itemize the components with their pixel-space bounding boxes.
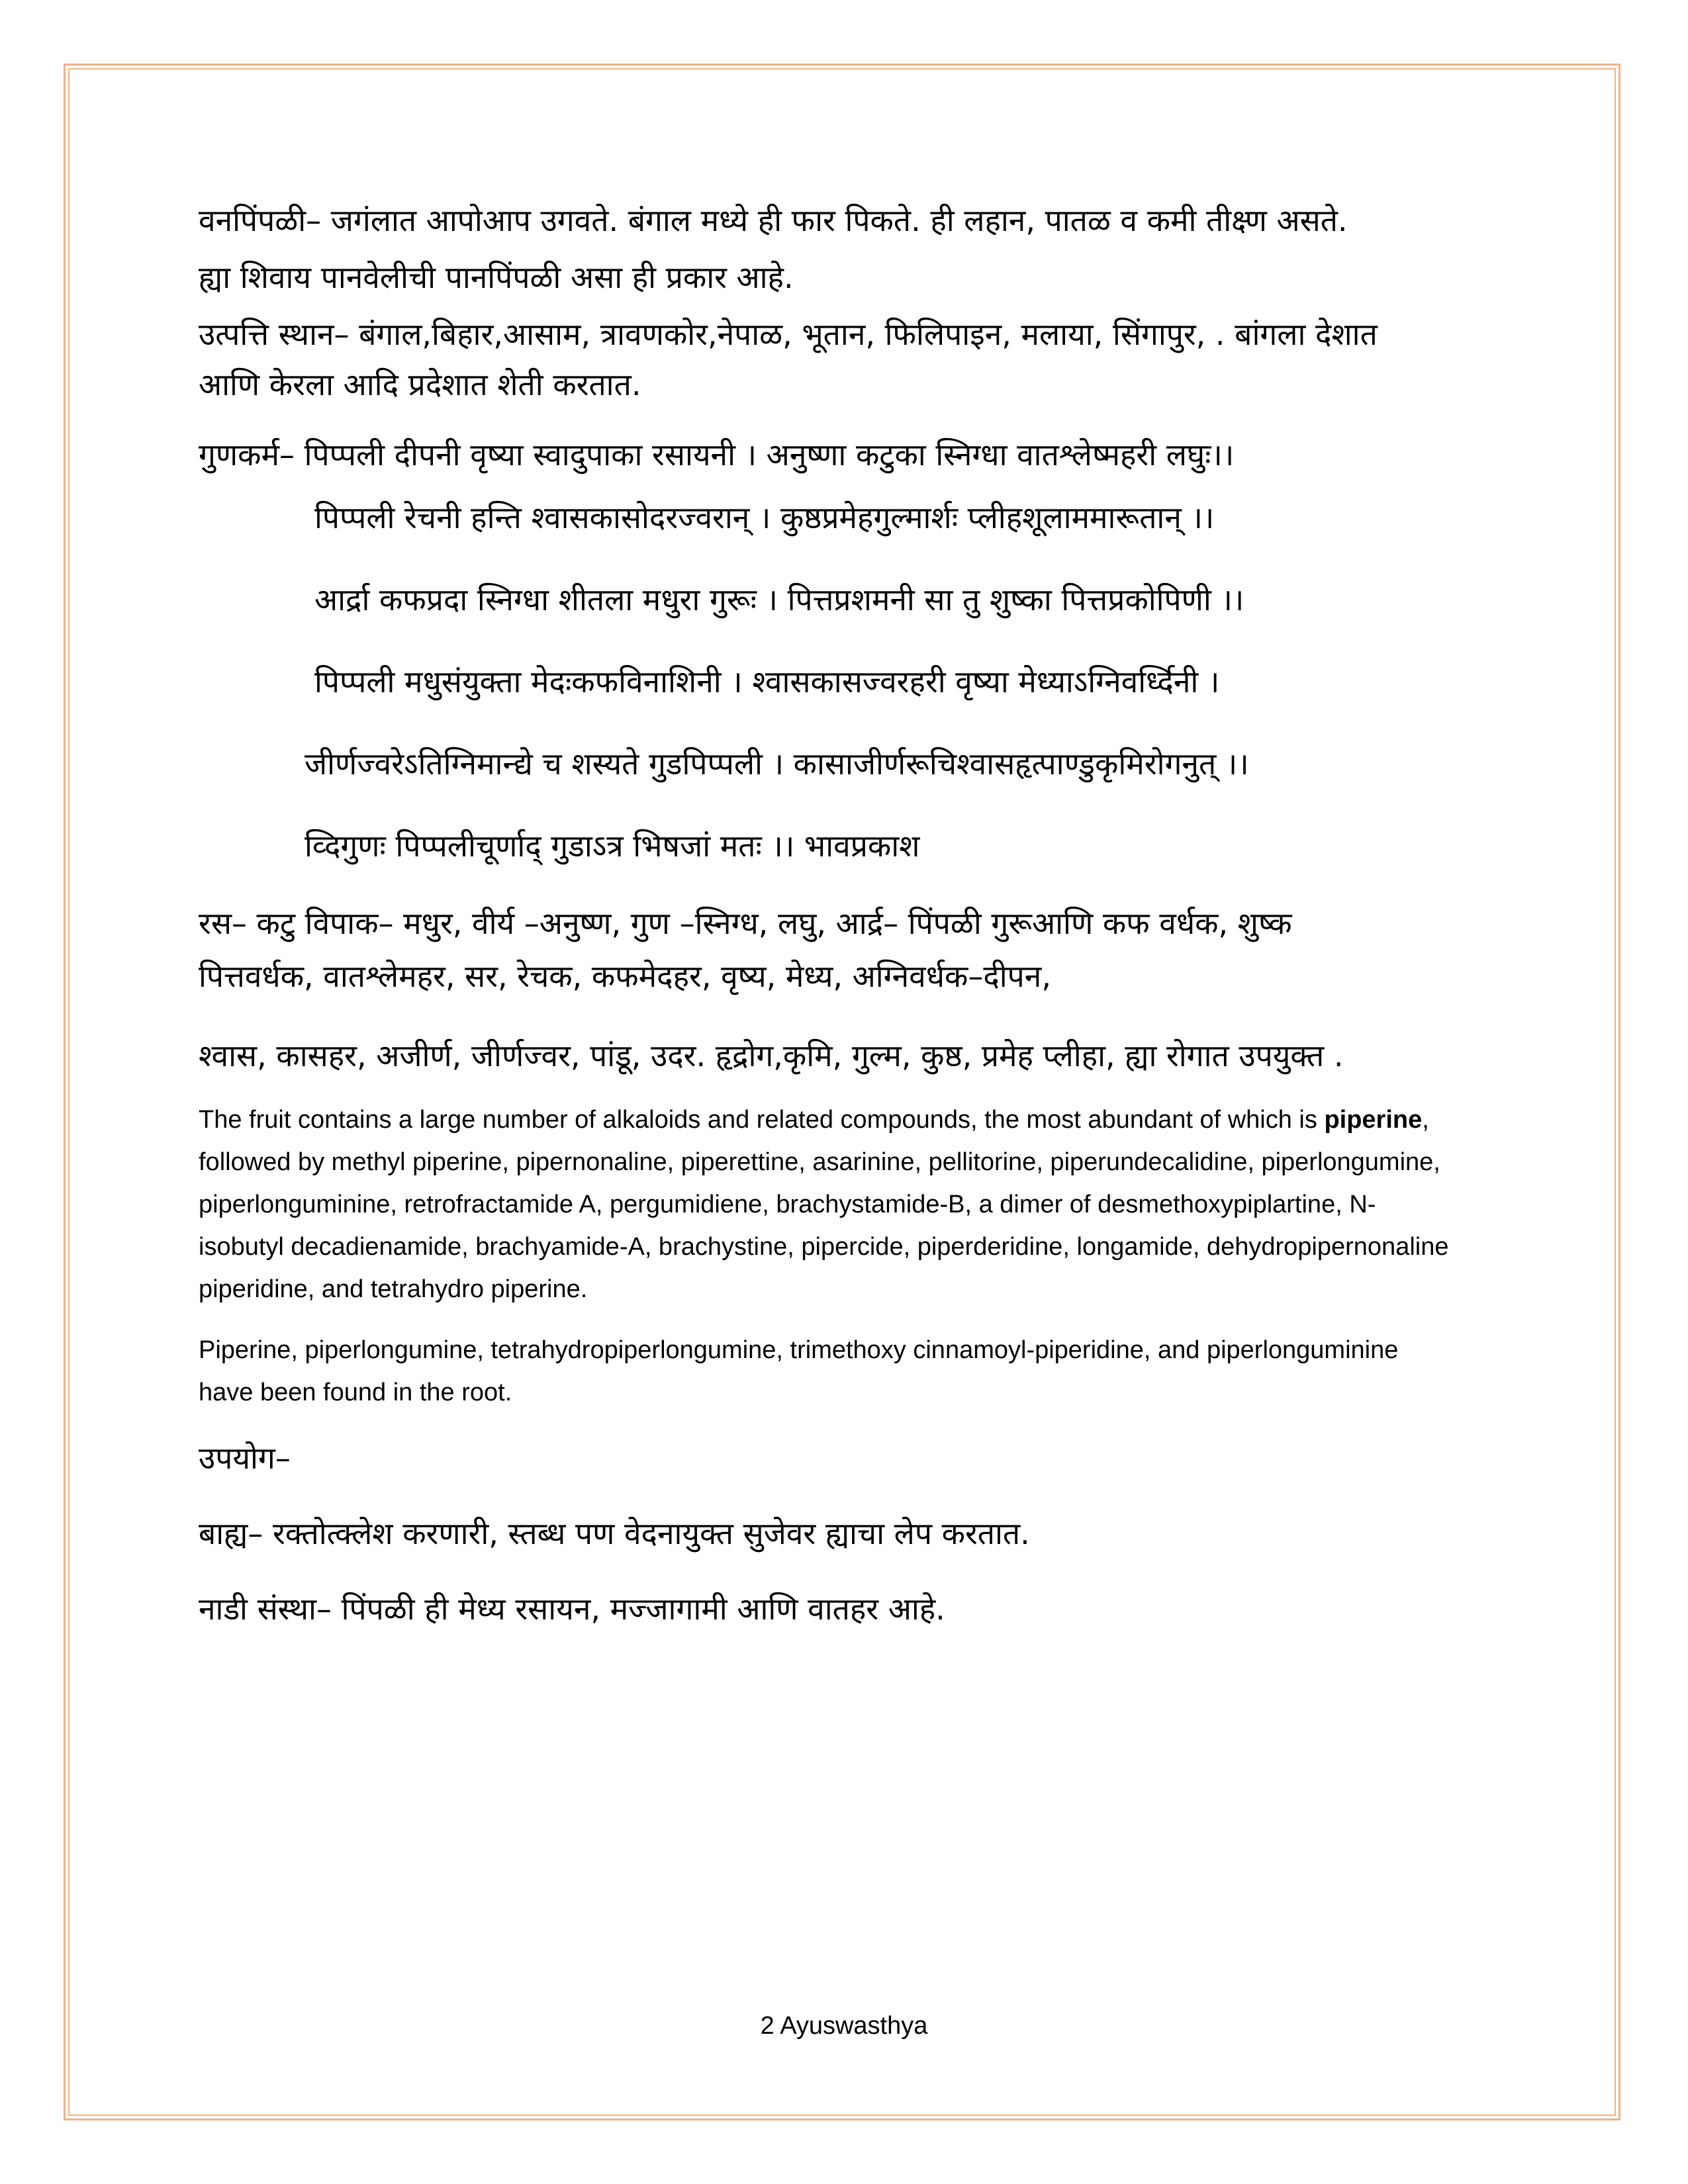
english-paragraph-root: Piperine, piperlongumine, tetrahydropiperlongumine, trimethoxy cinnamoyl-piperidine, and piperlonguminine have been found in the root. — [199, 1336, 1399, 1406]
verse-line: पिप्पली रेचनी हन्ति श्वासकासोदरज्वरान् । कुष्ठप्रमेहगुल्मार्शः प्लीहशूलाममारूतान् ।। — [314, 500, 1215, 535]
verse-line: आर्द्रा कफप्रदा स्निग्धा शीतला मधुरा गुरूः । पित्तप्रशमनी सा तु शुष्का पित्तप्रकोपिणी ।। — [314, 582, 1244, 617]
english-paragraph-alkaloids — [199, 1099, 1456, 1310]
rasa-line-2: पित्तवर्धक, वातश्लेमहर, सर, रेचक, कफमेदहर, वृष्य, मेध्य, अग्निवर्धक–दीपन, — [199, 958, 1051, 994]
rasa-line-3: श्वास, कासहर, अजीर्ण, जीर्णज्वर, पांडू, उदर. हृद्रोग,कृमि, गुल्म, कुष्ठ, प्रमेह प्लीहा, ह्या रोगात उपयुक्त . — [199, 1038, 1344, 1073]
document-body — [199, 192, 1523, 1637]
verse-line: जीर्णज्वरेऽतिग्निमान्द्ये च शस्यते गुडपिप्पली । कासाजीर्णरूचिश्वासहृत्पाण्डुकृमिरोगनुत् ।। — [305, 746, 1249, 782]
upayog-bahya: बाह्य– रक्तोत्क्लेश करणारी, स्तब्ध पण वेदनायुक्त सुजेवर ह्याचा लेप करतात. — [199, 1516, 1030, 1551]
paragraph-utpatti-line-1: उत्पत्ति स्थान– बंगाल,बिहार,आसाम, त्रावणकोर,नेपाळ, भूतान, फिलिपाइन, मलाया, सिंगापुर, . बांगला देशात — [199, 316, 1378, 352]
verse-line: पिप्पली मधुसंयुक्ता मेदःकफविनाशिनी । श्वासकासज्वरहरी वृष्या मेध्याऽग्निवर्ध्दिनी । — [314, 664, 1220, 700]
upayog-nadi: नाडी संस्था– पिंपळी ही मेध्य रसायन, मज्जागामी आणि वातहर आहे. — [199, 1591, 945, 1627]
verse-block — [199, 496, 1523, 867]
rasa-line-1: रस– कटु विपाक– मधुर, वीर्य –अनुष्ण, गुण –स्निग्ध, लघु, आर्द्र– पिंपळी गुरूआणि कफ वर्धक, शुष्क — [199, 905, 1292, 941]
paragraph-gunakarma: गुणकर्म– पिप्पली दीपनी वृष्या स्वादुपाका रसायनी । अनुष्णा कटुका स्निग्धा वातश्लेष्महरी लघुः।। — [199, 437, 1235, 473]
page-footer: 2 Ayuswasthya — [760, 2012, 928, 2040]
paragraph-vanpimpali: वनपिंपळी– जगंलात आपोआप उगवते. बंगाल मध्ये ही फार पिकते. ही लहान, पातळ व कमी तीक्ष्ण असते. — [199, 203, 1348, 238]
verse-line: व्दिगुणः पिप्पलीचूर्णाद् गुडाऽत्र भिषजां मतः ।। भावप्रकाश — [305, 828, 920, 864]
english-text: , followed by methyl piperine, pipernonaline, piperettine, asarinine, pellitorine, piperundecalidine, piperlongumine, piperlonguminine, retrofractamide A, pergumidiene, brachystamide-B, a dimer of desmethoxypiplartine, N-isobutyl decadienamide, brachyamide-A, brachystine, pipercide, piperderidine, longamide, dehydropipernonaline piperidine, and tetrahydro piperine. — [199, 1106, 1449, 1303]
paragraph-utpatti-line-2: आणि केरला आदि प्रदेशात शेती करतात. — [199, 367, 641, 402]
upayog-heading: उपयोग– — [199, 1440, 291, 1476]
piperine-bold: piperine — [1324, 1106, 1423, 1134]
english-text: The fruit contains a large number of alkaloids and related compounds, the most abundant of which is — [199, 1106, 1325, 1134]
paragraph-panpimpali: ह्या शिवाय पानवेलीची पानपिंपळी असा ही प्रकार आहे. — [199, 259, 794, 295]
